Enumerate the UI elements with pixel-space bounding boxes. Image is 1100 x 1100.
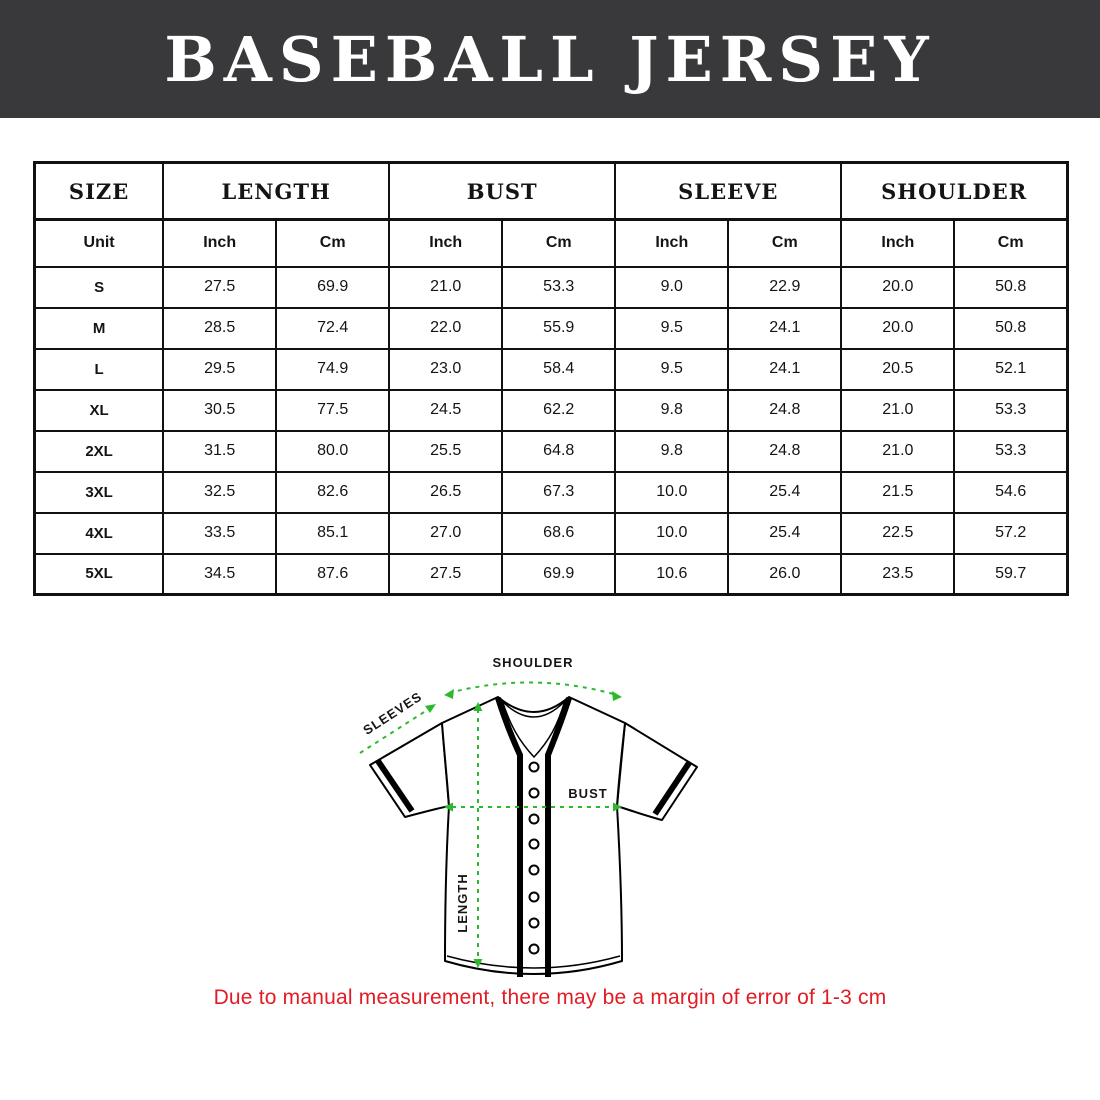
measurement-value: 50.8 [954, 267, 1067, 308]
measurement-value: 21.0 [841, 431, 954, 472]
measurement-value: 57.2 [954, 513, 1067, 554]
col-header-size: SIZE [35, 163, 164, 220]
jersey-torso [442, 697, 625, 977]
measurement-value: 53.3 [954, 431, 1067, 472]
measurement-value: 58.4 [502, 349, 615, 390]
measurement-value: 54.6 [954, 472, 1067, 513]
size-label: XL [35, 390, 164, 431]
measurement-value: 26.0 [728, 554, 841, 595]
size-label: 5XL [35, 554, 164, 595]
measurement-value: 21.0 [389, 267, 502, 308]
measurement-value: 34.5 [163, 554, 276, 595]
size-chart-container [33, 161, 1069, 596]
unit-label: Unit [35, 220, 164, 267]
measurement-value: 27.5 [389, 554, 502, 595]
measurement-value: 9.5 [615, 349, 728, 390]
measurement-value: 53.3 [502, 267, 615, 308]
col-header-sleeve: SLEEVE [615, 163, 841, 220]
size-label: 4XL [35, 513, 164, 554]
table-row [35, 513, 1068, 554]
measurement-value: 50.8 [954, 308, 1067, 349]
measurement-note: Due to manual measurement, there may be a margin of error of 1-3 cm [213, 986, 887, 1009]
size-label: S [35, 267, 164, 308]
measurement-value: 20.0 [841, 308, 954, 349]
measurement-value: 80.0 [276, 431, 389, 472]
table-row [35, 349, 1068, 390]
unit-cell: Inch [163, 220, 276, 267]
measurement-value: 28.5 [163, 308, 276, 349]
measurement-value: 74.9 [276, 349, 389, 390]
measurement-value: 55.9 [502, 308, 615, 349]
measurement-value: 67.3 [502, 472, 615, 513]
measurement-value: 68.6 [502, 513, 615, 554]
measurement-value: 24.1 [728, 349, 841, 390]
table-row [35, 554, 1068, 595]
measurement-value: 24.8 [728, 431, 841, 472]
measurement-value: 27.5 [163, 267, 276, 308]
measurement-value: 26.5 [389, 472, 502, 513]
measurement-value: 21.5 [841, 472, 954, 513]
measurement-value: 25.4 [728, 472, 841, 513]
measurement-value: 24.1 [728, 308, 841, 349]
shoulder-label: SHOULDER [492, 655, 574, 670]
title-banner [0, 0, 1100, 118]
size-label: L [35, 349, 164, 390]
size-chart-table [33, 161, 1069, 596]
measurement-value: 25.4 [728, 513, 841, 554]
unit-cell: Cm [276, 220, 389, 267]
col-header-shoulder: SHOULDER [841, 163, 1067, 220]
measurement-value: 25.5 [389, 431, 502, 472]
measurement-value: 9.8 [615, 390, 728, 431]
sleeves-label: SLEEVES [360, 688, 425, 738]
measurement-value: 53.3 [954, 390, 1067, 431]
measurement-value: 9.5 [615, 308, 728, 349]
measurement-value: 10.6 [615, 554, 728, 595]
measurement-value: 72.4 [276, 308, 389, 349]
bust-label: BUST [568, 786, 608, 801]
page-title: BASEBALL JERSEY [164, 22, 936, 96]
measurement-value: 82.6 [276, 472, 389, 513]
table-unit-row [35, 220, 1068, 267]
measurement-value: 62.2 [502, 390, 615, 431]
measurement-value: 87.6 [276, 554, 389, 595]
col-header-bust: BUST [389, 163, 615, 220]
unit-cell: Cm [728, 220, 841, 267]
measurement-value: 85.1 [276, 513, 389, 554]
table-row [35, 390, 1068, 431]
unit-cell: Inch [615, 220, 728, 267]
measurement-value: 30.5 [163, 390, 276, 431]
measurement-value: 22.5 [841, 513, 954, 554]
measurement-value: 23.5 [841, 554, 954, 595]
unit-cell: Inch [841, 220, 954, 267]
measurement-value: 27.0 [389, 513, 502, 554]
measurement-value: 52.1 [954, 349, 1067, 390]
table-row [35, 472, 1068, 513]
length-label: LENGTH [455, 873, 470, 933]
size-label: 3XL [35, 472, 164, 513]
table-row [35, 431, 1068, 472]
measurement-value: 32.5 [163, 472, 276, 513]
unit-cell: Inch [389, 220, 502, 267]
shoulder-arrow-line [449, 682, 617, 695]
measurement-value: 33.5 [163, 513, 276, 554]
measurement-value: 9.0 [615, 267, 728, 308]
measurement-value: 29.5 [163, 349, 276, 390]
table-row [35, 267, 1068, 308]
measurement-value: 10.0 [615, 513, 728, 554]
jersey-diagram-svg [352, 645, 752, 995]
measurement-value: 20.5 [841, 349, 954, 390]
measurement-value: 69.9 [276, 267, 389, 308]
measurement-value: 23.0 [389, 349, 502, 390]
measurement-value: 9.8 [615, 431, 728, 472]
measurement-value: 69.9 [502, 554, 615, 595]
measurement-value: 22.0 [389, 308, 502, 349]
table-row [35, 308, 1068, 349]
measurement-value: 77.5 [276, 390, 389, 431]
measurement-value: 22.9 [728, 267, 841, 308]
measurement-value: 10.0 [615, 472, 728, 513]
jersey-measurement-diagram [352, 645, 752, 995]
measurement-value: 31.5 [163, 431, 276, 472]
col-header-length: LENGTH [163, 163, 389, 220]
measurement-value: 21.0 [841, 390, 954, 431]
measurement-value: 24.5 [389, 390, 502, 431]
measurement-value: 59.7 [954, 554, 1067, 595]
unit-cell: Cm [954, 220, 1067, 267]
size-label: M [35, 308, 164, 349]
unit-cell: Cm [502, 220, 615, 267]
measurement-value: 20.0 [841, 267, 954, 308]
measurement-value: 24.8 [728, 390, 841, 431]
size-label: 2XL [35, 431, 164, 472]
table-header-row [35, 163, 1068, 220]
measurement-value: 64.8 [502, 431, 615, 472]
